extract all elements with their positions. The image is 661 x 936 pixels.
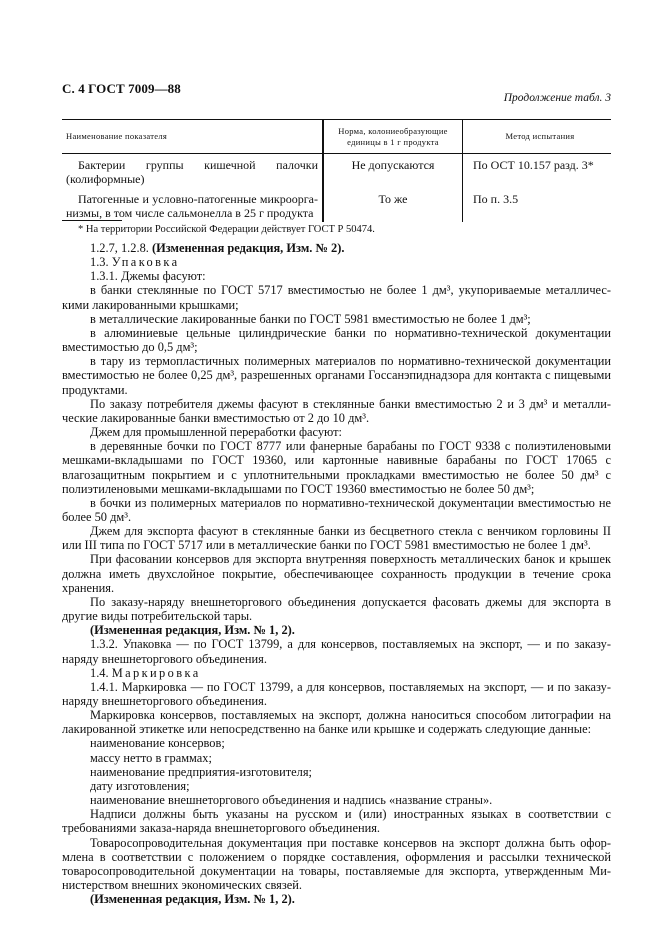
paragraph: 1.4.1. Маркировка — по ГОСТ 13799, а для консервов, поставляемых на экспорт, — и по заказу-наряду внешнеторгового объединения. <box>62 679 611 708</box>
paragraph: Товаросопроводительная документация при поставке консервов на экспорт должна быть оформлена в соответствии с положением о порядке составления, оформления и рассылки технической товаросопроводительной документации на товары, поставляемые для экспорта, утвержденным Министерством внешних экономических связей. <box>62 835 611 893</box>
paragraph: 1.3.2. Упаковка — по ГОСТ 13799, а для консервов, поставляемых на экспорт, — и по заказу-наряду внешнеторгового объединения. <box>62 637 611 666</box>
indicator-name: Патогенные и условно-патогенные микроорганизмы, в том числе сальмонелла в 25 г продукта <box>62 188 323 222</box>
footnote-divider <box>62 220 122 221</box>
norm-value: То же <box>323 188 463 222</box>
paragraph: Джем для экспорта фасуют в стеклянные банки из бесцветного стекла с венчиком горловины II или III типа по ГОСТ 5717 или в металлические банки по ГОСТ 5981 вместимостью не более 1 дм³. <box>62 524 611 553</box>
test-method: По ОСТ 10.157 разд. 3* <box>473 158 594 172</box>
paragraph: По заказу потребителя джемы фасуют в стеклянные банки вместимостью 2 и 3 дм³ и металлические лакированные банки вместимостью от 2 до 10 дм³. <box>62 396 611 425</box>
paragraph: Надписи должны быть указаны на русском и (или) иностранных языках в соответствии с требованиями заказа-наряда внешнеторгового объединения. <box>62 807 611 836</box>
norm-value: Не допускаются <box>323 154 463 189</box>
paragraph: По заказу-наряду внешнеторгового объединения допускается фасовать джемы для экспорта в другие виды потребительской тары. <box>62 594 611 624</box>
indicator-name: Бактерии группы кишечной палочки (колиформные) <box>62 154 323 189</box>
paragraph: в бочки из полимерных материалов по нормативно-технической документации вместимостью не более 50 дм³. <box>62 495 611 524</box>
paragraph: в банки стеклянные по ГОСТ 5717 вместимостью не более 1 дм³, укупориваемые металлическими лакированными крышками; <box>62 283 611 312</box>
paragraph: 1.3.1. Джемы фасуют: <box>90 269 206 284</box>
list-item: дату изготовления; <box>90 778 190 793</box>
paragraph: в тару из термопластичных полимерных материалов по нормативно-технической документации вместимостью не более 0,25 дм³, разрешенных органами Госсанэпиднадзора для контакта с пищевыми продуктами. <box>62 354 611 397</box>
column-header: Метод испытания <box>463 120 612 154</box>
paragraph: При фасовании консервов для экспорта внутренняя поверхность металлических банок и крышек должна иметь двухслойное покрытие, обеспечивающее сохранность продукции в течение срока хранения. <box>62 552 611 595</box>
list-item: наименование внешнеторгового объединения и надпись «название страны». <box>90 793 493 808</box>
table-row <box>62 188 611 222</box>
amendment-note: (Измененная редакция, Изм. № 1, 2). <box>90 623 295 638</box>
paragraph: в металлические лакированные банки по ГОСТ 5981 вместимостью не более 1 дм³; <box>90 311 531 326</box>
footnote: * На территории Российской Федерации действует ГОСТ Р 50474. <box>78 224 375 235</box>
section-title: Упаковка <box>111 255 180 270</box>
section-heading: 1.3. Упаковка <box>90 255 180 270</box>
table-caption: Продолжение табл. 3 <box>503 92 611 104</box>
section-title: Маркировка <box>111 665 201 680</box>
list-item: наименование консервов; <box>90 736 225 751</box>
amendment-note: (Измененная редакция, Изм. № 2). <box>151 241 345 255</box>
spec-table <box>62 119 611 222</box>
paragraph: в деревянные бочки по ГОСТ 8777 или фанерные барабаны по ГОСТ 9338 с полиэтиленовыми мешками-вкладышами по ГОСТ 19360, или картонные навивные барабаны по ГОСТ 17065 с влагозащитным покрытием и с уплотнительными прокладками вместимостью не более 50 дм³ с полиэтиленовыми мешками-вкладышами по ГОСТ 19360 вместимостью не более 50 дм³; <box>62 439 611 496</box>
list-item: наименование предприятия-изготовителя; <box>90 764 312 779</box>
amendment-note: (Измененная редакция, Изм. № 1, 2). <box>90 892 295 907</box>
document-body <box>62 241 611 906</box>
page-header: С. 4 ГОСТ 7009—88 <box>62 81 181 96</box>
column-header: Наименование показателя <box>62 120 323 154</box>
column-header: Норма, колониеобразующие единицы в 1 г продукта <box>323 120 463 154</box>
paragraph: Маркировка консервов, поставляемых на экспорт, должна наноситься способом литографии на лакированной этикетке или непосредственно на банке или крышке и содержать следующие данные: <box>62 708 611 737</box>
list-item: массу нетто в граммах; <box>90 750 212 765</box>
test-method: По п. 3.5 <box>473 192 519 206</box>
paragraph: 1.2.7, 1.2.8. (Измененная редакция, Изм. № 2). <box>90 241 345 255</box>
section-heading: 1.4. Маркировка <box>90 665 201 680</box>
paragraph: Джем для промышленной переработки фасуют: <box>90 425 342 440</box>
table-header-row <box>62 120 611 154</box>
paragraph: в алюминиевые цельные цилиндрические банки по нормативно-технической документации вместимостью до 0,5 дм³; <box>62 325 611 355</box>
table-row <box>62 154 611 189</box>
